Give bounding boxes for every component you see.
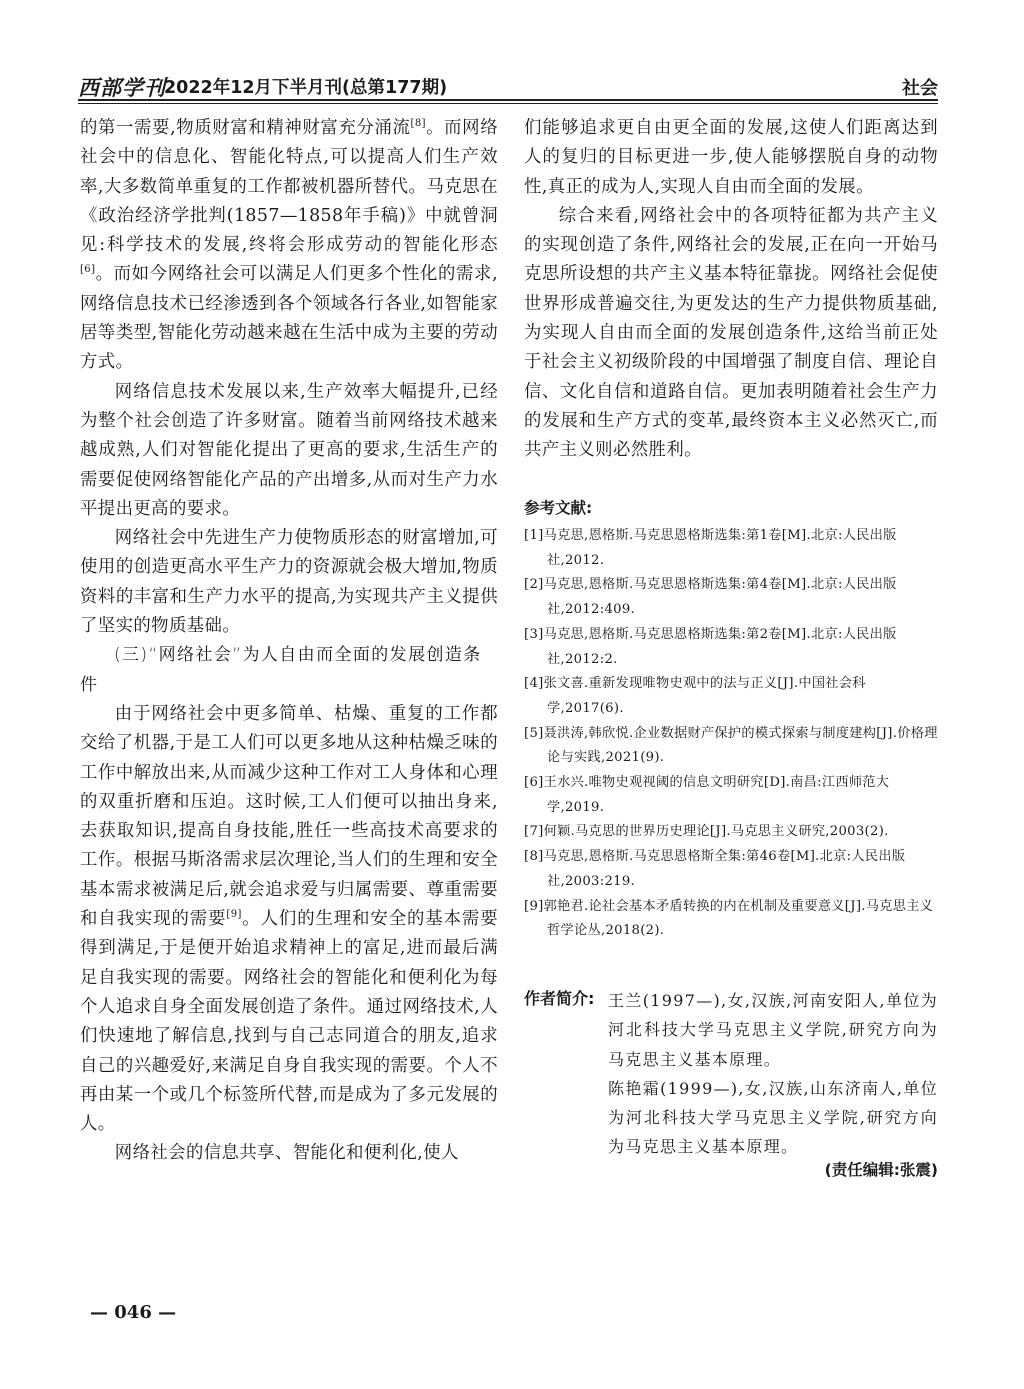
issue-info: 2022年12月下半月刊(总第177期): [164, 78, 448, 98]
responsible-editor: (责任编辑:张震): [824, 1161, 938, 1179]
section-subheading: (三)“网络社会”为人自由而全面的发展创造条件: [80, 645, 482, 695]
text-span: 。而网络社会中的信息化、智能化特点,可以提高人们生产效率,大多数简单重复的工作都被机器所替代。马克思在《政治经济学批判(1857—1858年手稿)》中就曾洞见:科学技术的发展,终将会形成劳动的智能化形态: [80, 118, 498, 256]
paragraph: 综合来看,网络社会中的各项特征都为共产主义的实现创造了条件,网络社会的发展,正在向一开始马克思所设想的共产主义基本特征靠拢。网络社会促使世界形成普遍交往,为更发达的生产力提供物质基础,为实现人自由而全面的发展创造条件,这给当前正处于社会主义初级阶段的中国增强了制度自信、理论自信、文化自信和道路自信。更加表明随着社会生产力的发展和生产方式的变革,最终资本主义必然灭亡,而共产主义则必然胜利。: [524, 205, 938, 461]
reference-item: [8]马克思,恩格斯.马克思恩格斯全集:第46卷[M].北京:人民出版社,2003:219.: [524, 849, 906, 889]
journal-logo: 西部学刊: [78, 75, 166, 100]
right-column: [524, 114, 938, 466]
reference-item: [4]张文喜.重新发现唯物史观中的法与正义[J].中国社会科学,2017(6).: [524, 676, 866, 716]
reference-item: [2]马克思,恩格斯.马克思恩格斯选集:第4卷[M].北京:人民出版社,2012:409.: [524, 577, 897, 618]
header-rule-thin: [78, 103, 938, 104]
left-column: [80, 114, 498, 1169]
reference-list: [524, 524, 938, 944]
paragraph: [80, 114, 498, 378]
reference-item: [1]马克思,恩格斯.马克思恩格斯选集:第1卷[M].北京:人民出版社,2012.: [524, 528, 897, 568]
author-bio: 陈艳霜(1999—),女,汉族,山东济南人,单位为河北科技大学马克思主义学院,研究方向为马克思主义基本原理。: [608, 1078, 938, 1157]
citation-marker: [6]: [80, 264, 96, 276]
reference-item: [5]聂洪涛,韩欣悦.企业数据财产保护的模式探索与制度建构[J].价格理论与实践,2021(9).: [524, 725, 938, 766]
section-name: 社会: [902, 78, 938, 99]
reference-item: [7]何颖.马克思的世界历史理论[J].马克思主义研究,2003(2).: [524, 824, 889, 840]
header-rule: [78, 99, 938, 101]
author-bio: 王兰(1997—),女,汉族,河南安阳人,单位为河北科技大学马克思主义学院,研究方向为马克思主义基本原理。: [608, 991, 938, 1069]
text-span: 由于网络社会中更多简单、枯燥、重复的工作都交给了机器,于是工人们可以更多地从这种枯燥乏味的工作中解放出来,从而减少这种工作对工人身体和心理的双重折磨和压迫。这时候,工人们便可以抽出身来,去获取知识,提高自身技能,胜任一些高技术高要求的工作。根据马斯洛需求层次理论,当人们的生理和安全基本需求被满足后,就会追求爱与归属需要、尊重需要和自我实现的需要: [80, 703, 498, 930]
paragraph: [80, 700, 498, 1139]
reference-item: [3]马克思,恩格斯.马克思恩格斯选集:第2卷[M].北京:人民出版社,2012:2.: [524, 626, 897, 667]
page-header: [78, 70, 938, 102]
paragraph: 们能够追求更自由更全面的发展,这使人们距离达到人的复归的目标更进一步,使人能够摆脱自身的动物性,真正的成为人,实现人自由而全面的发展。: [524, 118, 938, 197]
citation-marker: [9]: [226, 909, 242, 921]
text-span: 的第一需要,物质财富和精神财富充分涌流: [80, 118, 411, 138]
references-title: 参考文献:: [524, 499, 593, 517]
paragraph: 网络信息技术发展以来,生产效率大幅提升,已经为整个社会创造了许多财富。随着当前网络技术越来越成熟,人们对智能化提出了更高的要求,生活生产的需要促使网络智能化产品的产出增多,从而对生产力水平提出更高的要求。: [80, 381, 498, 519]
author-intro-label: 作者简介:: [524, 989, 595, 1008]
page-number: — 046 —: [90, 1302, 177, 1323]
reference-item: [9]郭艳君.论社会基本矛盾转换的内在机制及重要意义[J].马克思主义哲学论丛,2018(2).: [524, 898, 934, 939]
reference-item: [6]王水兴.唯物史观视阈的信息文明研究[D].南昌:江西师范大学,2019.: [524, 775, 890, 815]
paragraph: 网络社会的信息共享、智能化和便利化,使人: [114, 1143, 459, 1164]
author-intro-text: [608, 986, 938, 1162]
text-span: 。而如今网络社会可以满足人们更多个性化的需求,网络信息技术已经渗透到各个领域各行各业,如智能家居等类型,智能化劳动越来越在生活中成为主要的劳动方式。: [80, 264, 498, 373]
paragraph: 网络社会中先进生产力使物质形态的财富增加,可使用的创造更高水平生产力的资源就会极大增加,物质资料的丰富和生产力水平的提高,为实现共产主义提供了坚实的物质基础。: [80, 528, 498, 637]
text-span: 。人们的生理和安全的基本需要得到满足,于是便开始追求精神上的富足,进而最后满足自我实现的需要。网络社会的智能化和便利化为每个人追求自身全面发展创造了条件。通过网络技术,人们快速地了解信息,找到与自己志同道合的朋友,追求自己的兴趣爱好,来满足自身自我实现的需要。个人不再由某一个或几个标签所代替,而是成为了多元发展的人。: [80, 909, 498, 1135]
citation-marker: [8]: [410, 118, 426, 130]
